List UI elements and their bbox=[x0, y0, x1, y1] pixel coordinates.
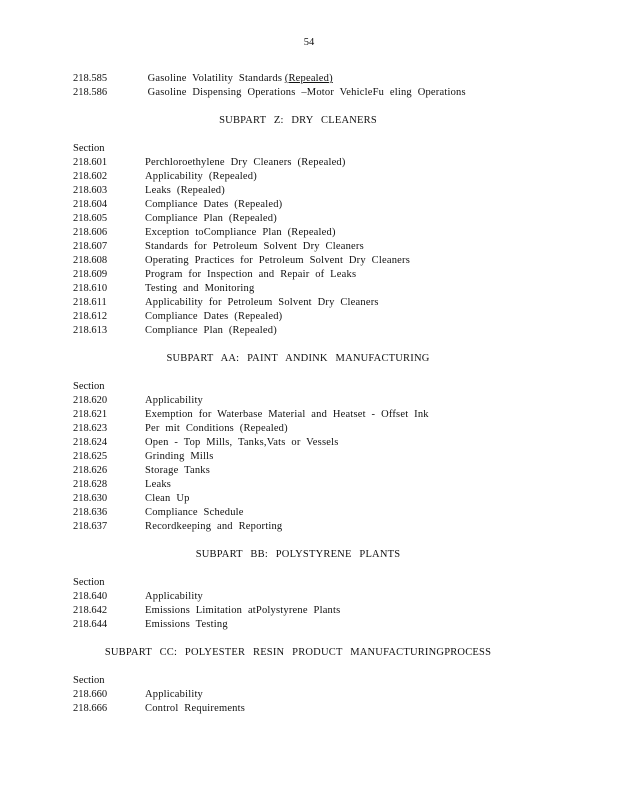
toc-row bbox=[73, 156, 593, 170]
section-number: 218.611 bbox=[73, 297, 107, 308]
section-title: Standards for Petroleum Solvent Dry Cleaners bbox=[145, 241, 364, 252]
toc-row bbox=[73, 478, 593, 492]
toc-row bbox=[73, 702, 593, 716]
toc-row bbox=[73, 198, 593, 212]
section-number: 218.620 bbox=[73, 395, 108, 406]
toc-row bbox=[73, 72, 593, 86]
section-title: Open - Top Mills, Tanks,Vats or Vessels bbox=[145, 437, 339, 448]
table-of-contents bbox=[73, 72, 593, 716]
section-number: 218.601 bbox=[73, 157, 108, 168]
section-number: 218.666 bbox=[73, 703, 108, 714]
section-title: Storage Tanks bbox=[145, 465, 211, 476]
section-title: Applicability for Petroleum Solvent Dry Cleaners bbox=[145, 297, 379, 308]
section-number: 218.608 bbox=[73, 255, 108, 266]
section-number: 218.640 bbox=[73, 591, 108, 602]
page-number: 54 bbox=[303, 37, 315, 48]
section-title: Applicability bbox=[145, 591, 204, 602]
section-number: 218.644 bbox=[73, 619, 108, 630]
subpart-heading-cc: SUBPART CC: POLYESTER RESIN PRODUCT MANUFACTURINGPROCESS bbox=[104, 647, 492, 658]
section-number: 218.623 bbox=[73, 423, 108, 434]
toc-row bbox=[73, 604, 593, 618]
section-title: Exemption for Waterbase Material and Heatset - Offset Ink bbox=[145, 409, 429, 420]
toc-row bbox=[73, 590, 593, 604]
section-title: Applicability (Repealed) bbox=[145, 171, 257, 182]
toc-row bbox=[73, 226, 593, 240]
section-number: 218.604 bbox=[73, 199, 108, 210]
section-label: Section bbox=[73, 143, 105, 154]
section-title: Emissions Limitation atPolystyrene Plants bbox=[145, 605, 341, 616]
section-title: Compliance Dates (Repealed) bbox=[145, 311, 283, 322]
toc-row bbox=[73, 408, 593, 422]
section-title: Gasoline Volatility Standards bbox=[147, 73, 283, 84]
section-title: Leaks (Repealed) bbox=[145, 185, 225, 196]
section-title: Gasoline Dispensing Operations –Motor VehicleFu eling Operations bbox=[147, 87, 466, 98]
section-title: Program for Inspection and Repair of Leaks bbox=[145, 269, 357, 280]
section-number: 218.610 bbox=[73, 283, 108, 294]
section-number: 218.642 bbox=[73, 605, 108, 616]
toc-row bbox=[73, 618, 593, 632]
section-title: Per mit Conditions (Repealed) bbox=[145, 423, 288, 434]
toc-row bbox=[73, 254, 593, 268]
section-number: 218.637 bbox=[73, 521, 108, 532]
section-number: 218.626 bbox=[73, 465, 108, 476]
subpart-heading-aa: SUBPART AA: PAINT ANDINK MANUFACTURING bbox=[166, 353, 430, 364]
section-number: 218.630 bbox=[73, 493, 108, 504]
subpart-bb-list bbox=[73, 590, 593, 632]
section-number: 218.605 bbox=[73, 213, 108, 224]
section-label: Section bbox=[73, 381, 105, 392]
section-title: Compliance Plan (Repealed) bbox=[145, 213, 277, 224]
toc-row bbox=[73, 506, 593, 520]
section-title: Grinding Mills bbox=[145, 451, 214, 462]
section-number: 218.606 bbox=[73, 227, 108, 238]
section-title: Compliance Dates (Repealed) bbox=[145, 199, 283, 210]
section-title: Leaks bbox=[145, 479, 172, 490]
toc-row bbox=[73, 464, 593, 478]
section-number: 218.660 bbox=[73, 689, 108, 700]
section-title: Applicability bbox=[145, 395, 204, 406]
toc-row bbox=[73, 184, 593, 198]
toc-row bbox=[73, 240, 593, 254]
section-title: Compliance Plan (Repealed) bbox=[145, 325, 277, 336]
section-title: Exception toCompliance Plan (Repealed) bbox=[145, 227, 336, 238]
section-title: Applicability bbox=[145, 689, 204, 700]
section-label: Section bbox=[73, 577, 105, 588]
section-number: 218.586 bbox=[73, 87, 108, 98]
subpart-cc-list bbox=[73, 688, 593, 716]
subpart-aa-list bbox=[73, 394, 593, 534]
repealed-note: (Repealed) bbox=[284, 73, 333, 84]
section-label: Section bbox=[73, 675, 105, 686]
toc-row bbox=[73, 394, 593, 408]
section-title: Control Requirements bbox=[145, 703, 246, 714]
toc-row bbox=[73, 310, 593, 324]
toc-row bbox=[73, 688, 593, 702]
section-title: Operating Practices for Petroleum Solvent Dry Cleaners bbox=[145, 255, 410, 266]
toc-row bbox=[73, 212, 593, 226]
subpart-heading-z: SUBPART Z: DRY CLEANERS bbox=[219, 115, 377, 126]
section-title: Clean Up bbox=[145, 493, 190, 504]
subpart-heading-bb: SUBPART BB: POLYSTYRENE PLANTS bbox=[195, 549, 401, 560]
toc-row bbox=[73, 520, 593, 534]
section-number: 218.621 bbox=[73, 409, 108, 420]
section-title: Perchloroethylene Dry Cleaners (Repealed) bbox=[145, 157, 346, 168]
section-number: 218.636 bbox=[73, 507, 108, 518]
section-number: 218.625 bbox=[73, 451, 108, 462]
section-number: 218.613 bbox=[73, 325, 108, 336]
section-number: 218.585 bbox=[73, 73, 108, 84]
section-title: Compliance Schedule bbox=[145, 507, 244, 518]
toc-row bbox=[73, 268, 593, 282]
section-number: 218.624 bbox=[73, 437, 108, 448]
toc-row bbox=[73, 86, 593, 100]
toc-row bbox=[73, 422, 593, 436]
section-number: 218.602 bbox=[73, 171, 108, 182]
section-number: 218.609 bbox=[73, 269, 108, 280]
section-number: 218.607 bbox=[73, 241, 108, 252]
toc-row bbox=[73, 436, 593, 450]
section-title: Testing and Monitoring bbox=[145, 283, 255, 294]
subpart-z-list bbox=[73, 156, 593, 338]
section-number: 218.603 bbox=[73, 185, 108, 196]
section-number: 218.628 bbox=[73, 479, 108, 490]
section-title: Emissions Testing bbox=[145, 619, 228, 630]
toc-row bbox=[73, 450, 593, 464]
toc-row bbox=[73, 170, 593, 184]
toc-row bbox=[73, 282, 593, 296]
section-number: 218.612 bbox=[73, 311, 108, 322]
section-title: Recordkeeping and Reporting bbox=[145, 521, 283, 532]
toc-row bbox=[73, 296, 593, 310]
toc-row bbox=[73, 492, 593, 506]
toc-row bbox=[73, 324, 593, 338]
